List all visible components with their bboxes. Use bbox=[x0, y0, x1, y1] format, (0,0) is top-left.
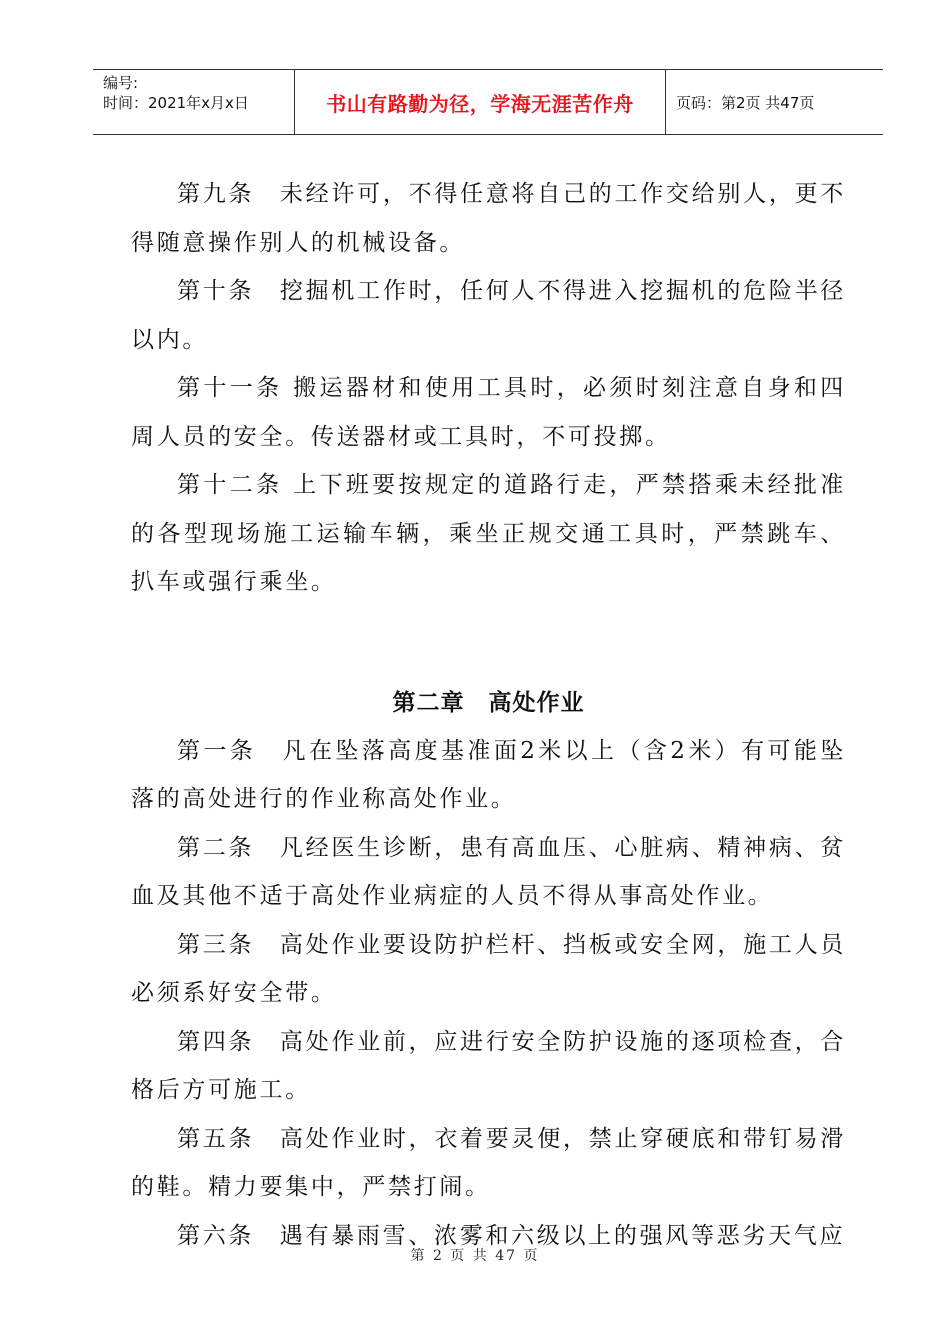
article-paragraph: 第四条 高处作业前，应进行安全防护设施的逐项检查，合格后方可施工。 bbox=[131, 1028, 846, 1103]
header-page-info: 页码：第2页 共47页 bbox=[676, 93, 815, 112]
article-paragraph: 第六条 遇有暴雨雪、浓雾和六级以上的强风等恶劣天气应 bbox=[177, 1222, 846, 1249]
header-motto: 书山有路勤为径，学海无涯苦作舟 bbox=[295, 70, 666, 134]
page-header bbox=[93, 69, 883, 135]
article-paragraph: 第九条 未经许可，不得任意将自己的工作交给别人，更不得随意操作别人的机械设备。 bbox=[131, 181, 846, 256]
serial-number-label: 编号: bbox=[103, 74, 139, 92]
date-label: 时间：2021年x月x日 bbox=[103, 94, 249, 112]
document-body bbox=[131, 170, 846, 1260]
article-paragraph: 第三条 高处作业要设防护栏杆、挡板或安全网，施工人员必须系好安全带。 bbox=[131, 931, 846, 1006]
article-paragraph: 第五条 高处作业时，衣着要灵便，禁止穿硬底和带钉易滑的鞋。精力要集中，严禁打闹。 bbox=[131, 1125, 846, 1200]
article-paragraph: 第十条 挖掘机工作时，任何人不得进入挖掘机的危险半径以内。 bbox=[131, 278, 846, 353]
article-paragraph: 第二条 凡经医生诊断，患有高血压、心脏病、精神病、贫血及其他不适于高处作业病症的人员不得从事高处作业。 bbox=[131, 834, 846, 909]
article-paragraph: 第一条 凡在坠落高度基准面2米以上（含2米）有可能坠落的高处进行的作业称高处作业。 bbox=[131, 737, 846, 812]
chapter-title: 第二章 高处作业 bbox=[392, 689, 585, 716]
article-paragraph: 第十一条 搬运器材和使用工具时，必须时刻注意自身和四周人员的安全。传送器材或工具时，不可投掷。 bbox=[131, 375, 846, 450]
article-paragraph: 第十二条 上下班要按规定的道路行走，严禁搭乘未经批准的各型现场施工运输车辆，乘坐正规交通工具时，严禁跳车、扒车或强行乘坐。 bbox=[131, 472, 846, 595]
header-meta bbox=[93, 70, 295, 134]
page-footer: 第 2 页 共 47 页 bbox=[410, 1248, 540, 1264]
